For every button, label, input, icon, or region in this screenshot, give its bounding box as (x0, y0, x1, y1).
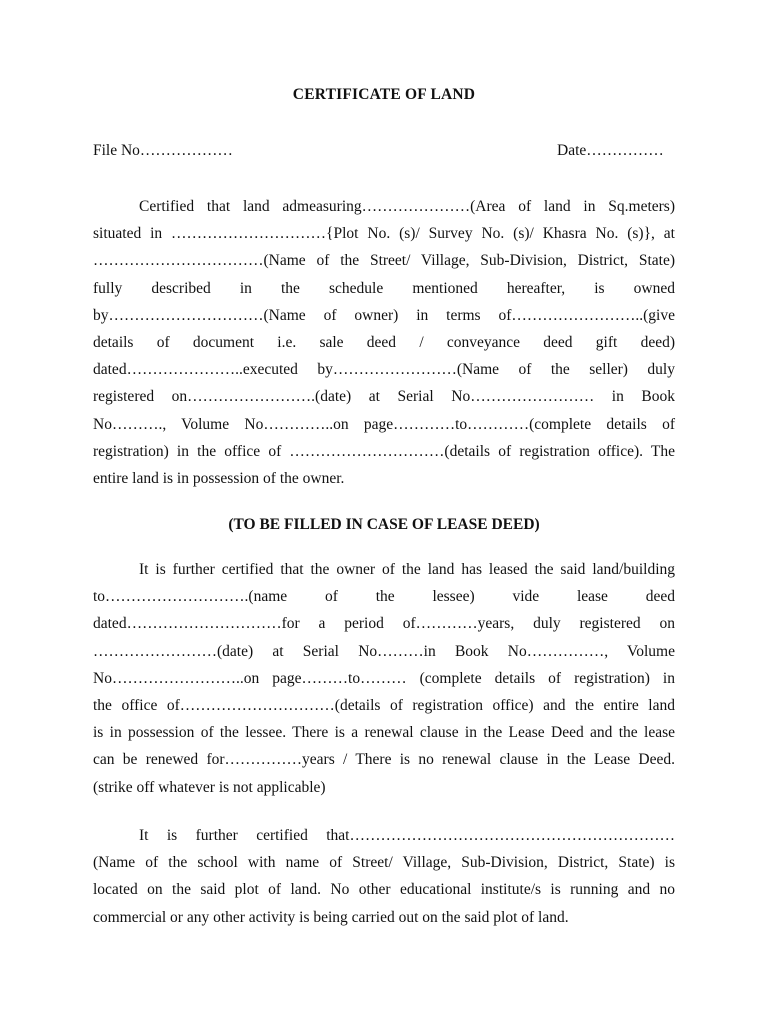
paragraph-line: It is further certified that the owner of the land has leased the said land/building (139, 561, 675, 578)
paragraph-line: situated in …………………………{Plot No. (s)/ Survey No. (s)/ Khasra No. (s)}, at (93, 225, 675, 243)
paragraph-line: dated…………………..executed by……………………(Name of the seller) duly (93, 361, 675, 379)
paragraph-line: dated…………………………for a period of…………years, duly registered on (93, 615, 675, 633)
paragraph-line: fully described in the schedule mentioned hereafter, is owned (93, 279, 675, 297)
lease-section-heading: (TO BE FILLED IN CASE OF LEASE DEED) (228, 516, 540, 533)
paragraph-line: (strike off whatever is not applicable) (93, 778, 326, 796)
paragraph-line: No……………………..on page………to……… (complete details of registration) in (93, 669, 675, 687)
paragraph-line: ……………………(date) at Serial No………in Book No……………, Volume (93, 642, 675, 660)
paragraph-line: commercial or any other activity is being carried out on the said plot of land. (93, 908, 569, 926)
paragraph-line: to……………………….(name of the lessee) vide lease deed (93, 588, 675, 606)
file-number-field: File No……………… (93, 142, 233, 159)
paragraph-line: Certified that land admeasuring…………………(Area of land in Sq.meters) (139, 198, 675, 215)
document-title: CERTIFICATE OF LAND (292, 86, 476, 103)
paragraph-line: located on the said plot of land. No other educational institute/s is running and no (93, 881, 675, 899)
school-paragraph (93, 822, 675, 931)
paragraph-line: the office of…………………………(details of registration office) and the entire land (93, 696, 675, 714)
paragraph-line: entire land is in possession of the owner. (93, 469, 345, 487)
paragraph-line: registration) in the office of …………………………(details of registration office). The (93, 442, 675, 460)
paragraph-line: It is further certified that……………………………………………………… (139, 827, 675, 844)
ownership-paragraph (93, 193, 675, 492)
paragraph-line: details of document i.e. sale deed / conveyance deed gift deed) (93, 333, 675, 351)
paragraph-line: is in possession of the lessee. There is a renewal clause in the Lease Deed and the lease (93, 724, 675, 742)
date-field: Date…………… (557, 142, 664, 159)
paragraph-line: by…………………………(Name of owner) in terms of……………………..(give (93, 306, 675, 324)
paragraph-line: (Name of the school with name of Street/ Village, Sub-Division, District, State) is (93, 854, 675, 872)
paragraph-line: can be renewed for……………years / There is no renewal clause in the Lease Deed. (93, 751, 675, 769)
lease-paragraph (93, 556, 675, 801)
paragraph-line: ……………………………(Name of the Street/ Village, Sub-Division, District, State) (93, 252, 675, 270)
paragraph-line: No………., Volume No…………..on page…………to…………(complete details of (93, 415, 675, 433)
paragraph-line: registered on…………………….(date) at Serial No…………………… in Book (93, 388, 675, 406)
